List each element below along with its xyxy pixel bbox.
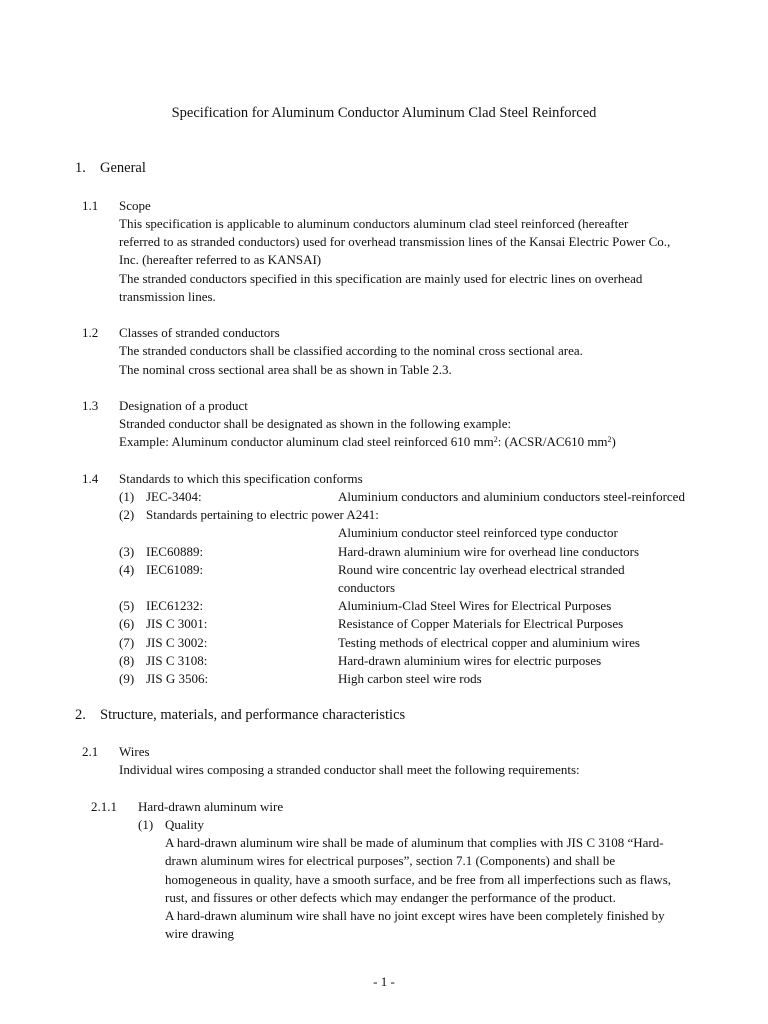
standard-index: (2) [119, 507, 135, 522]
standard-index: (9) [119, 671, 135, 686]
standard-description: Resistance of Copper Materials for Electrical Purposes [338, 616, 624, 631]
standard-description: High carbon steel wire rods [338, 671, 482, 686]
scope-line: referred to as stranded conductors) used for overhead transmission lines of the Kansai Electric Power Co., [119, 234, 671, 249]
standard-code: JIS G 3506: [146, 671, 209, 686]
standard-code: Standards pertaining to electric power A241: [146, 507, 379, 522]
standard-index: (3) [119, 544, 135, 559]
standard-index: (1) [119, 489, 135, 504]
standard-description: Aluminium conductor steel reinforced type conductor [338, 525, 618, 540]
standard-index: (4) [119, 562, 135, 577]
section-1-title: General [100, 160, 146, 176]
designation-line: Stranded conductor shall be designated as shown in the following example: [119, 416, 512, 431]
subsection-1-2-number: 1.2 [82, 325, 99, 340]
subsection-1-4-title: Standards to which this specification conforms [119, 471, 363, 486]
section-2-title: Structure, materials, and performance characteristics [100, 707, 406, 723]
quality-index: (1) [138, 817, 154, 832]
standard-code: JEC-3404: [146, 489, 202, 504]
subsection-2-1-1-number: 2.1.1 [91, 799, 117, 814]
example-text: : (ACSR/AC610 mm [497, 434, 608, 449]
standard-description: Aluminium-Clad Steel Wires for Electrical Purposes [338, 598, 612, 613]
superscript: 2 [607, 435, 612, 444]
standard-description: Round wire concentric lay overhead electrical stranded [338, 562, 625, 577]
classes-line: The nominal cross sectional area shall be as shown in Table 2.3. [119, 362, 452, 377]
quality-line: A hard-drawn aluminum wire shall be made of aluminum that complies with JIS C 3108 “Hard- [165, 835, 664, 850]
standard-index: (7) [119, 635, 135, 650]
example-text: ) [611, 434, 616, 449]
subsection-1-1-title: Scope [119, 198, 151, 213]
section-1-number: 1. [75, 160, 86, 176]
document-title: Specification for Aluminum Conductor Aluminum Clad Steel Reinforced [171, 105, 597, 121]
quality-line: rust, and fissures or other defects which may endanger the performance of the product. [165, 890, 616, 905]
standard-description: Testing methods of electrical copper and aluminium wires [338, 635, 640, 650]
example-text: Example: Aluminum conductor aluminum clad steel reinforced 610 mm [119, 434, 494, 449]
standard-index: (8) [119, 653, 135, 668]
standard-description: Hard-drawn aluminium wire for overhead line conductors [338, 544, 640, 559]
subsection-2-1-number: 2.1 [82, 744, 99, 759]
standard-description: Hard-drawn aluminium wires for electric purposes [338, 653, 602, 668]
standard-code: IEC60889: [146, 544, 204, 559]
quality-line: drawn aluminum wires for electrical purposes”, section 7.1 (Components) and shall be [165, 853, 616, 868]
quality-line: homogeneous in quality, have a smooth surface, and be free from all imperfections such as flaws, [165, 872, 671, 887]
wires-line: Individual wires composing a stranded conductor shall meet the following requirements: [119, 762, 580, 777]
page-number: - 1 - [373, 974, 395, 989]
subsection-1-4-number: 1.4 [82, 471, 99, 486]
standard-code: IEC61232: [146, 598, 204, 613]
section-2-number: 2. [75, 707, 86, 723]
standard-index: (5) [119, 598, 135, 613]
subsection-1-3-title: Designation of a product [119, 398, 248, 413]
standard-description: conductors [338, 580, 396, 595]
scope-line: transmission lines. [119, 289, 216, 304]
subsection-2-1-1-title: Hard-drawn aluminum wire [138, 799, 284, 814]
scope-line: Inc. (hereafter referred to as KANSAI) [119, 252, 322, 267]
standard-description: Aluminium conductors and aluminium conductors steel-reinforced [338, 489, 685, 504]
subsection-1-3-number: 1.3 [82, 398, 99, 413]
quality-line: wire drawing [165, 926, 234, 941]
classes-line: The stranded conductors shall be classified according to the nominal cross sectional area. [119, 343, 583, 358]
standard-code: JIS C 3002: [146, 635, 208, 650]
standard-code: IEC61089: [146, 562, 204, 577]
subsection-2-1-title: Wires [119, 744, 150, 759]
quality-line: A hard-drawn aluminum wire shall have no joint except wires have been completely finished by [165, 908, 665, 923]
standard-index: (6) [119, 616, 135, 631]
subsection-1-1-number: 1.1 [82, 198, 99, 213]
scope-line: This specification is applicable to aluminum conductors aluminum clad steel reinforced (hereafter [119, 216, 629, 231]
standard-code: JIS C 3108: [146, 653, 208, 668]
superscript: 2 [493, 435, 498, 444]
designation-example [119, 433, 616, 451]
standard-code: JIS C 3001: [146, 616, 208, 631]
scope-line: The stranded conductors specified in this specification are mainly used for electric lines on overhead [119, 271, 643, 286]
subsection-1-2-title: Classes of stranded conductors [119, 325, 280, 340]
quality-title: Quality [165, 817, 204, 832]
